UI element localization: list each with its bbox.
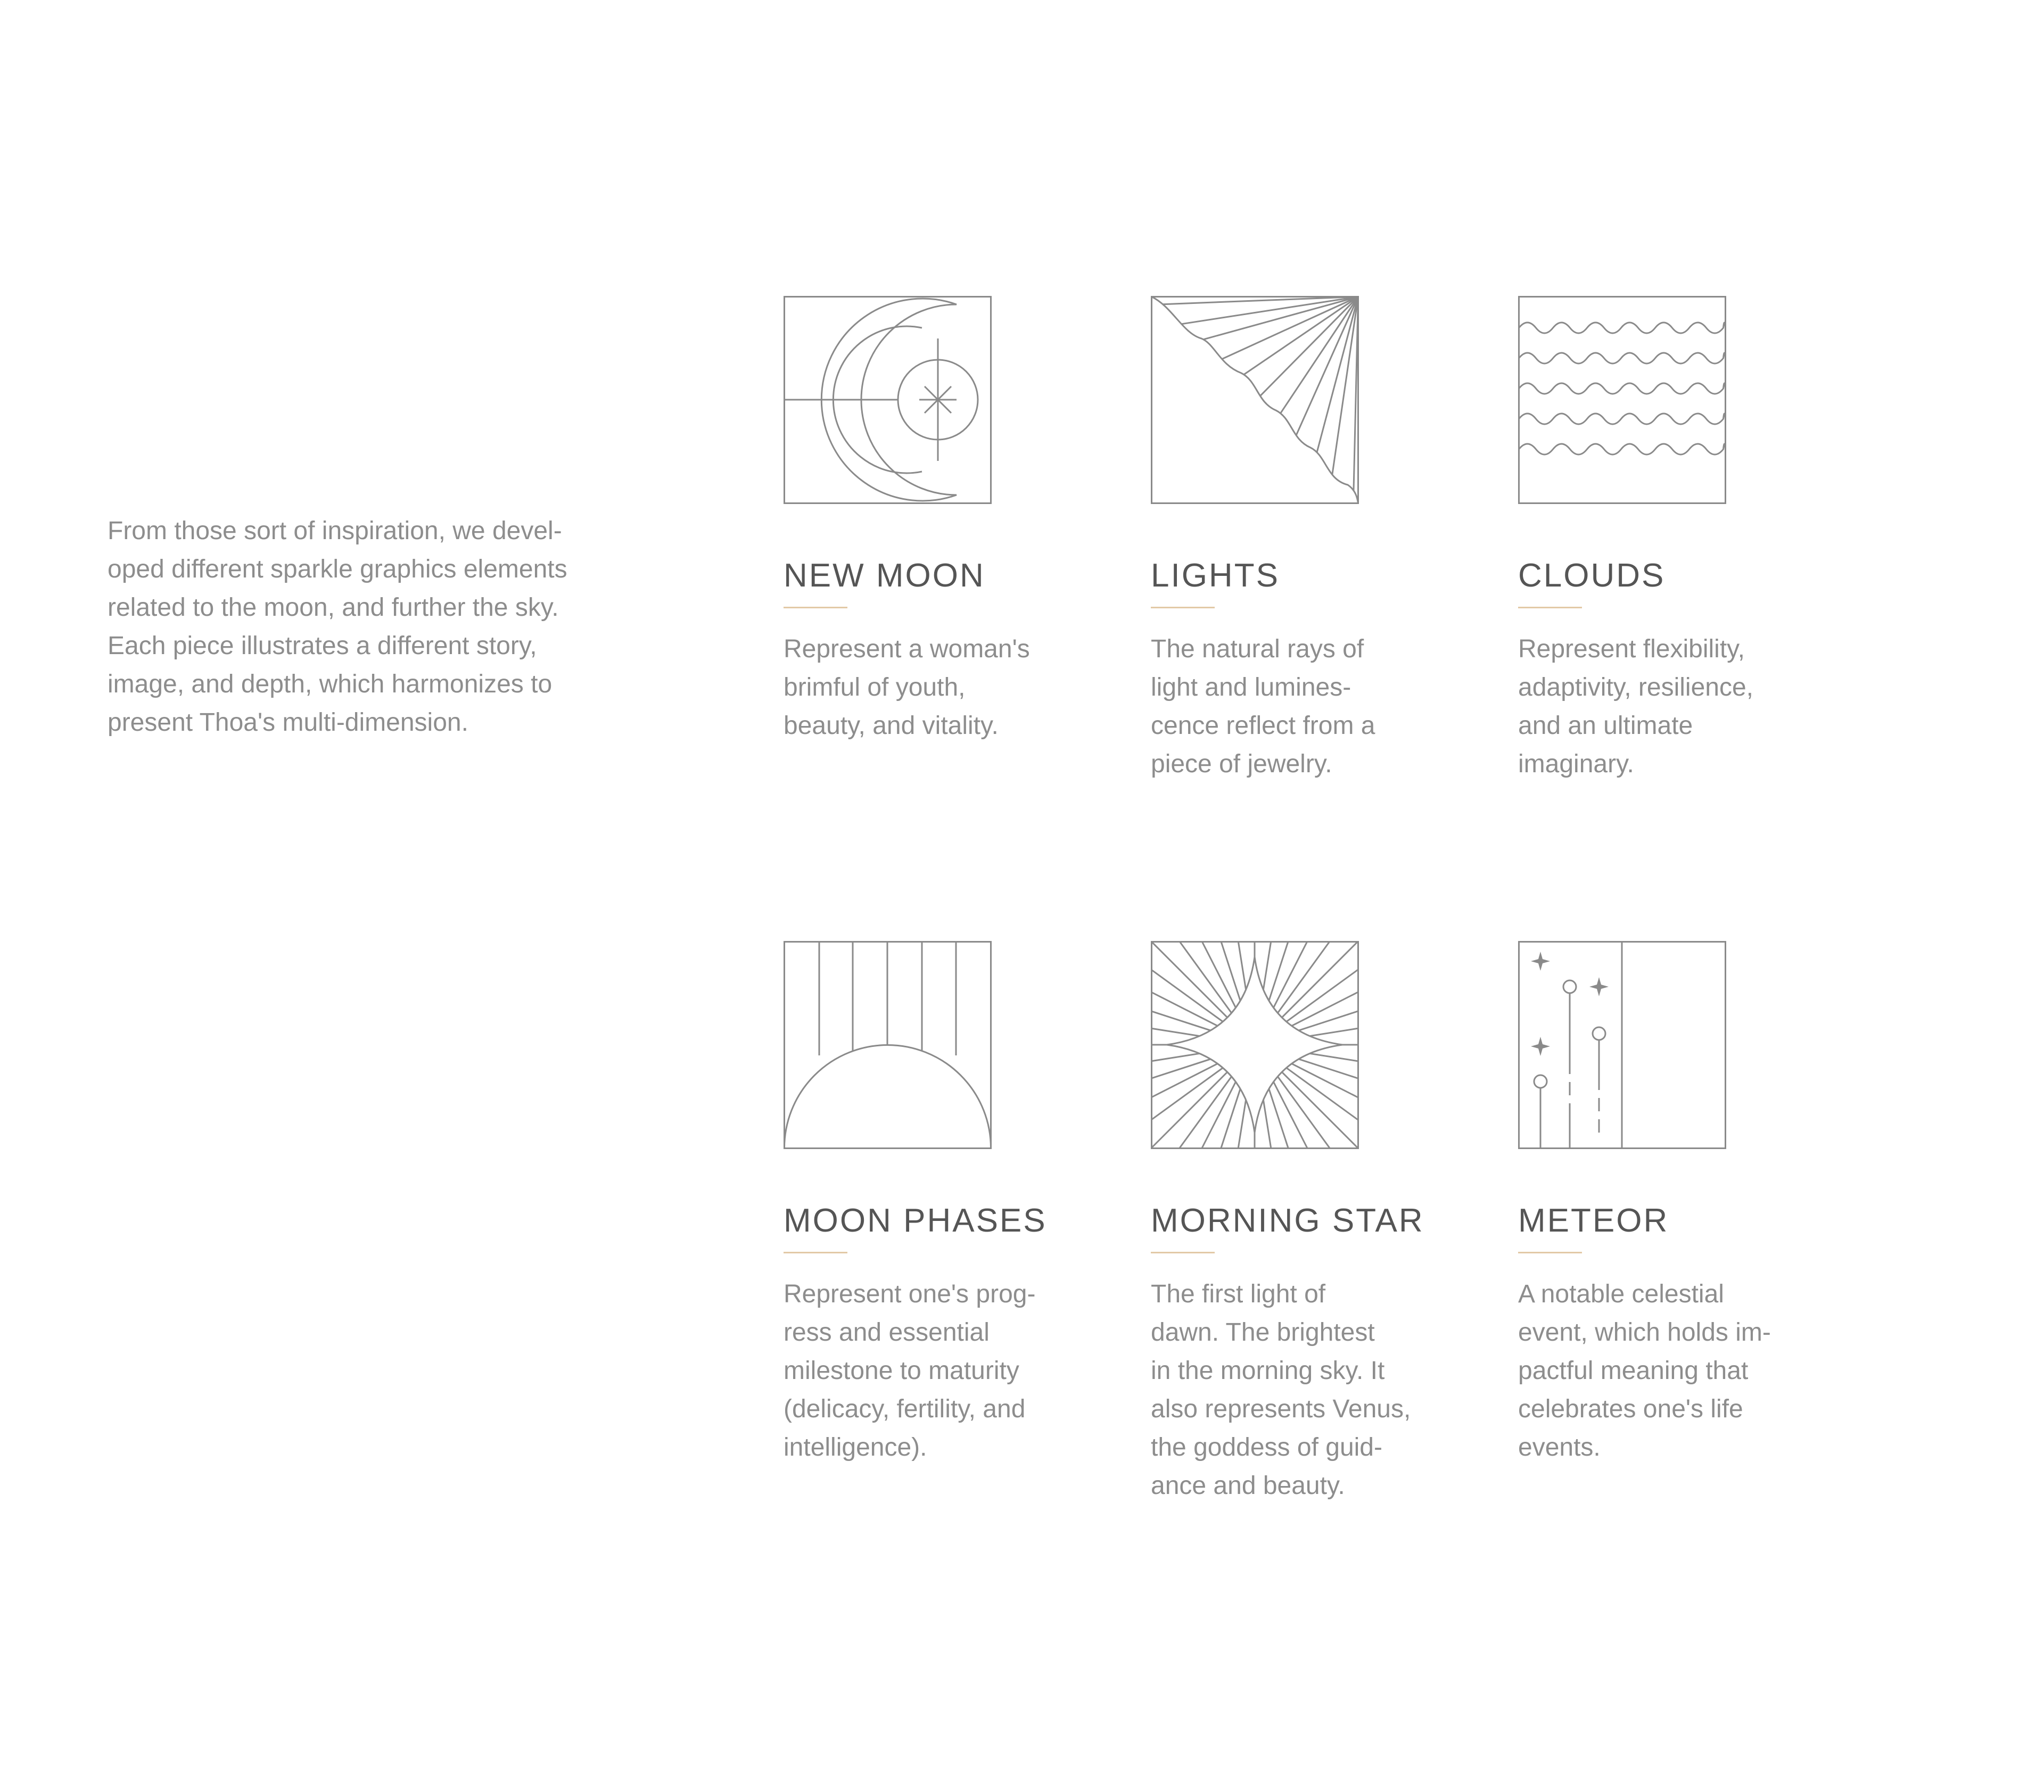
- accent-divider: [1151, 607, 1215, 608]
- element-description: The natural rays of light and lumines- cence reflect from a piece of jewelry.: [1151, 635, 1375, 778]
- element-title: METEOR: [1518, 1202, 1669, 1239]
- element-title: MOON PHASES: [784, 1202, 1047, 1239]
- element-description: A notable celestial event, which holds im- pactful meaning that celebrates one's life events.: [1518, 1280, 1771, 1461]
- wavy-clouds-icon: [1518, 296, 1726, 504]
- four-point-star-rays-icon: [1151, 941, 1359, 1149]
- falling-meteor-icon: [1518, 941, 1726, 1149]
- accent-divider: [1518, 1252, 1582, 1253]
- rising-half-moon-icon: [784, 941, 992, 1149]
- element-title: NEW MOON: [784, 557, 985, 594]
- accent-divider: [784, 607, 847, 608]
- element-description: Represent one's prog- ress and essential milestone to maturity (delicacy, fertility, and intelligence).: [784, 1280, 1036, 1461]
- intro-paragraph: From those sort of inspiration, we devel- oped different sparkle graphics elements related to the moon, and further the sky. Each piece illustrates a different story, image, and depth, which harmonizes to present Thoa's multi-dimension.: [108, 517, 567, 737]
- accent-divider: [784, 1252, 847, 1253]
- element-title: LIGHTS: [1151, 557, 1280, 594]
- element-title: CLOUDS: [1518, 557, 1666, 594]
- crescent-moon-star-icon: [784, 296, 992, 504]
- element-title: MORNING STAR: [1151, 1202, 1424, 1239]
- accent-divider: [1151, 1252, 1215, 1253]
- element-description: Represent flexibility, adaptivity, resilience, and an ultimate imaginary.: [1518, 635, 1753, 778]
- element-description: The first light of dawn. The brightest in the morning sky. It also represents Venus, the goddess of guid- ance and beauty.: [1151, 1280, 1411, 1500]
- accent-divider: [1518, 607, 1582, 608]
- element-description: Represent a woman's brimful of youth, beauty, and vitality.: [784, 635, 1030, 740]
- light-rays-icon: [1151, 296, 1359, 504]
